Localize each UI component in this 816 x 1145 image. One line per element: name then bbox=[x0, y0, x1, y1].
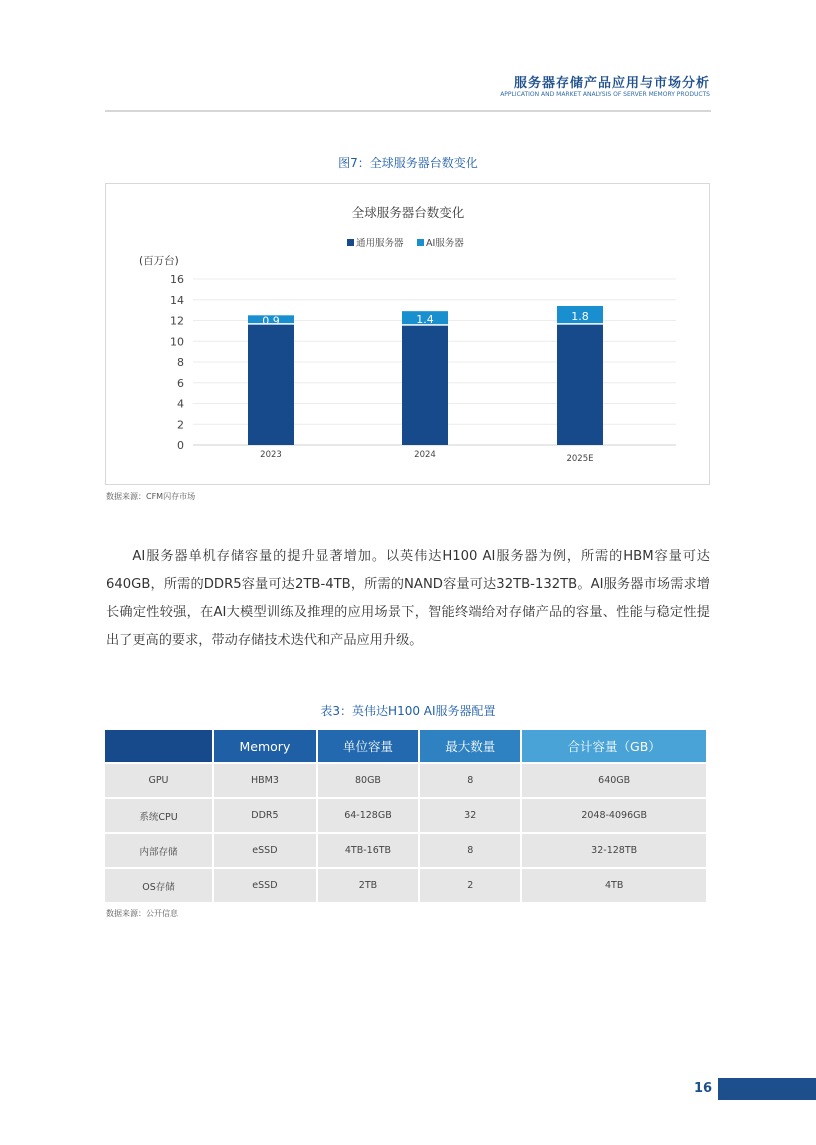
table-cell: 4TB bbox=[522, 869, 706, 902]
table-cell: 32-128TB bbox=[522, 834, 706, 867]
legend-label-ai: AI服务器 bbox=[426, 238, 464, 249]
table-cell: 80GB bbox=[318, 764, 418, 797]
table-cell: 2048-4096GB bbox=[522, 799, 706, 832]
table-source: 数据来源：公开信息 bbox=[106, 909, 178, 918]
bar-general-server bbox=[557, 325, 603, 445]
y-tick-label: 2 bbox=[177, 418, 184, 432]
chart-container bbox=[105, 183, 710, 485]
y-tick-label: 16 bbox=[170, 273, 184, 286]
y-tick-label: 0 bbox=[177, 439, 184, 452]
table-cell: 640GB bbox=[522, 764, 706, 797]
header-subtitle: APPLICATION AND MARKET ANALYSIS OF SERVER MEMORY PRODUCTS bbox=[500, 91, 710, 98]
figure-source: 数据来源：CFM闪存市场 bbox=[106, 492, 196, 501]
y-tick-label: 10 bbox=[170, 335, 184, 349]
page-number: 16 bbox=[694, 1081, 713, 1096]
y-tick-label: 12 bbox=[170, 314, 184, 328]
table-cell: 内部存储 bbox=[105, 834, 212, 867]
chart-title: 全球服务器台数变化 bbox=[351, 205, 465, 220]
table-row bbox=[105, 764, 706, 797]
table-cell: 8 bbox=[420, 764, 520, 797]
table-cell: eSSD bbox=[214, 869, 316, 902]
table-cell: OS存储 bbox=[105, 869, 212, 902]
table-cell: 4TB-16TB bbox=[318, 834, 418, 867]
table-header-cell: 单位容量 bbox=[318, 730, 418, 762]
table-row bbox=[105, 834, 706, 867]
page-number-bar bbox=[718, 1078, 816, 1100]
table-row bbox=[105, 799, 706, 832]
table-header-cell: 合计容量（GB） bbox=[522, 730, 706, 762]
bar-data-label: 1.4 bbox=[416, 312, 434, 326]
header-divider bbox=[105, 110, 711, 112]
table-header-cell: Memory bbox=[214, 730, 316, 762]
figure-caption: 图7：全球服务器台数变化 bbox=[338, 156, 478, 170]
bar-general-server bbox=[248, 325, 294, 445]
bar-data-label: 1.8 bbox=[571, 309, 589, 323]
legend-swatch-ai bbox=[417, 239, 424, 246]
header-title: 服务器存储产品应用与市场分析 bbox=[513, 76, 710, 91]
table-cell: GPU bbox=[105, 764, 212, 797]
table-header-cell: 最大数量 bbox=[420, 730, 520, 762]
bar-general-server bbox=[402, 326, 448, 445]
y-tick-label: 8 bbox=[177, 356, 184, 369]
y-axis-label: (百万台) bbox=[139, 255, 179, 267]
table-cell: 32 bbox=[420, 799, 520, 832]
bar-chart bbox=[106, 184, 709, 484]
x-tick-label: 2023 bbox=[260, 450, 282, 460]
bar-data-label: 0.9 bbox=[262, 314, 280, 328]
table-cell: 系统CPU bbox=[105, 799, 212, 832]
table-cell: 64-128GB bbox=[318, 799, 418, 832]
y-tick-label: 14 bbox=[170, 293, 184, 307]
y-tick-label: 6 bbox=[177, 376, 184, 390]
table-cell: 8 bbox=[420, 834, 520, 867]
body-paragraph: AI服务器单机存储容量的提升显著增加。以英伟达H100 AI服务器为例，所需的HBM容量可达640GB，所需的DDR5容量可达2TB-4TB，所需的NAND容量可达32TB-132TB。AI服务器市场需求增长确定性较强，在AI大模型训练及推理的应用场景下，智能终端给对存储产品的容量、性能与稳定性提出了更高的要求，带动存储技术迭代和产品应用升级。 bbox=[106, 549, 710, 648]
table-cell: DDR5 bbox=[214, 799, 316, 832]
table-caption: 表3：英伟达H100 AI服务器配置 bbox=[320, 704, 496, 718]
table-cell: HBM3 bbox=[214, 764, 316, 797]
y-tick-label: 4 bbox=[177, 397, 184, 411]
x-tick-label: 2025E bbox=[566, 454, 594, 464]
table-cell: 2 bbox=[420, 869, 520, 902]
table-cell: 2TB bbox=[318, 869, 418, 902]
x-tick-label: 2024 bbox=[414, 450, 436, 460]
table-header-cell bbox=[105, 730, 212, 762]
legend-swatch-general bbox=[347, 239, 354, 246]
legend-label-general: 通用服务器 bbox=[356, 238, 404, 249]
config-table bbox=[103, 728, 708, 904]
table-row bbox=[105, 869, 706, 902]
table-cell: eSSD bbox=[214, 834, 316, 867]
